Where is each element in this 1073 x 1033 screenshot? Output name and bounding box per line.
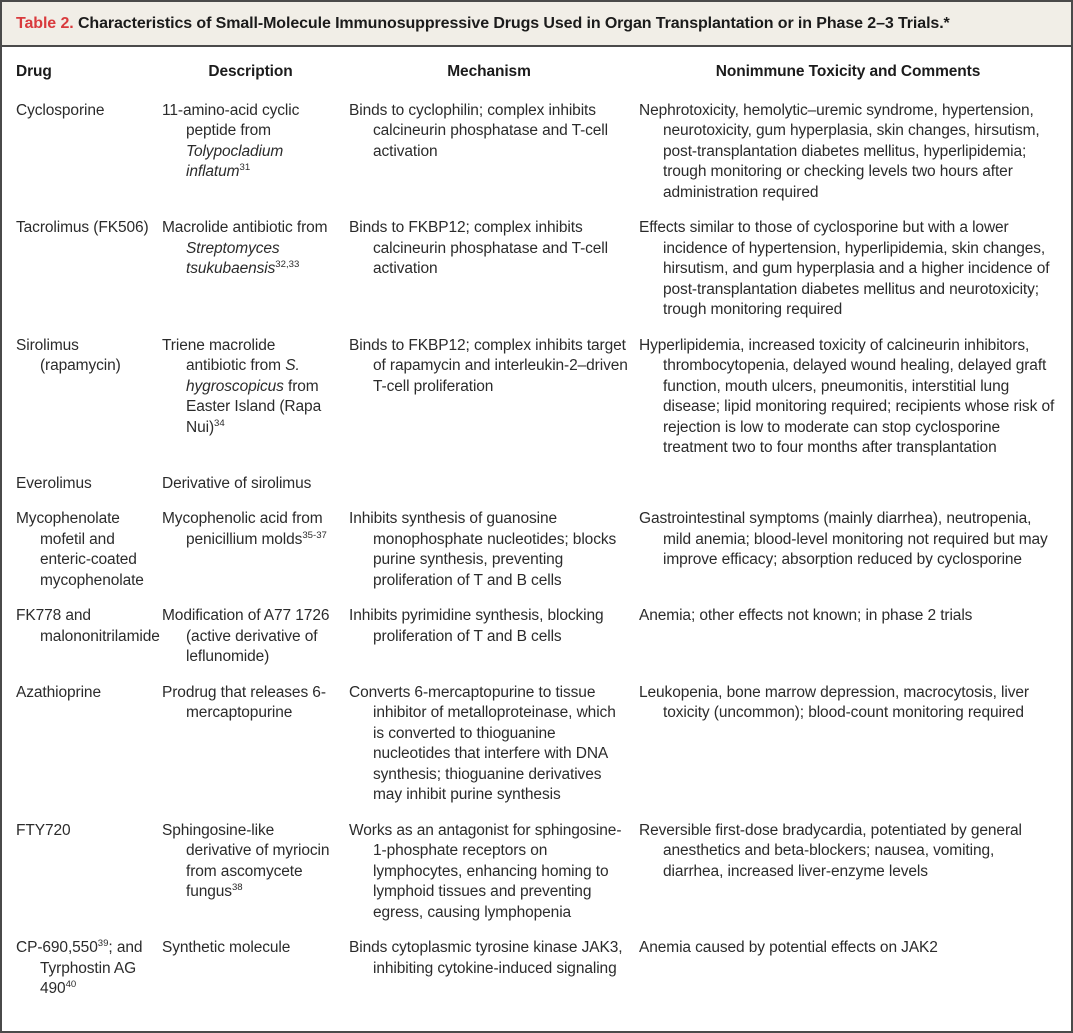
cell-mechanism-row-5: Inhibits synthesis of guanosine monophosphate nucleotides; blocks purine synthesis, preventing proliferation of T and B cells — [349, 510, 617, 589]
cell-toxicity-row-1: Nephrotoxicity, hemolytic–uremic syndrome, hypertension, neurotoxicity, gum hyperplasia, skin changes, hirsutism, post-transplantation diabetes mellitus, hyperlipidemia; trough monitoring or checking levels two hours after administration required — [639, 101, 1040, 201]
cell-mechanism-row-7: Converts 6-mercaptopurine to tissue inhibitor of metalloproteinase, which is converted to thioguanine nucleotides that interfere with DNA synthesis; thioguanine derivatives may inhibit purine synthesis — [349, 683, 616, 803]
cell-mechanism-row-8: Works as an antagonist for sphingosine-1-phosphate receptors on lymphocytes, enhancing homing to lymphoid tissues and preventing egress, causing lymphopenia — [349, 821, 622, 921]
cell-mechanism-row-9: Binds cytoplasmic tyrosine kinase JAK3, inhibiting cytokine-induced signaling — [349, 939, 623, 977]
cell-toxicity-row-4 — [639, 459, 1057, 495]
column-header-toxicity: Nonimmune Toxicity and Comments — [715, 63, 981, 80]
cell-toxicity-row-3: Hyperlipidemia, increased toxicity of calcineurin inhibitors, thrombocytopenia, delayed wound healing, delayed graft function, mouth ulcers, pneumonitis, interstitial lung disease; lipid monitoring required; recipients whose risk of rejection is low to moderate can stop cyclosporine treatment two to four months after transplantation — [639, 336, 1055, 456]
cell-toxicity-row-6: Anemia; other effects not known; in phase 2 trials — [639, 607, 973, 624]
cell-description-row-9: Synthetic molecule — [162, 939, 291, 956]
cell-drug-row-3: Sirolimus (rapamycin) — [16, 336, 121, 374]
cell-drug-row-7: Azathioprine — [16, 683, 101, 701]
table-grid — [2, 47, 1071, 1000]
cell-toxicity-row-9: Anemia caused by potential effects on JAK2 — [639, 939, 938, 956]
cell-description-row-5: Mycophenolic acid from penicillium molds$^{35-37}$ — [162, 510, 327, 548]
cell-drug-row-6: FK778 and malononitrilamide — [16, 607, 160, 645]
table-title — [2, 2, 1071, 47]
cell-mechanism-row-3: Binds to FKBP12; complex inhibits target of rapamycin and interleukin-2–driven T-cell proliferation — [349, 336, 628, 395]
cell-description-row-2: Macrolide antibiotic from Streptomyces tsukubaensis$^{32,33}$ — [162, 219, 328, 277]
cell-drug-row-4: Everolimus — [16, 474, 92, 492]
column-header-drug: Drug — [16, 63, 52, 80]
cell-mechanism-row-2: Binds to FKBP12; complex inhibits calcineurin phosphatase and T-cell activation — [349, 219, 608, 277]
cell-mechanism-row-4 — [349, 459, 629, 495]
cell-description-row-7: Prodrug that releases 6-mercaptopurine — [162, 683, 326, 721]
cell-drug-row-1: Cyclosporine — [16, 101, 105, 119]
cell-description-row-3: Triene macrolide antibiotic from S. hygroscopicus from Easter Island (Rapa Nui)$^{34}$ — [162, 336, 322, 436]
cell-description-row-6: Modification of A77 1726 (active derivative of leflunomide) — [162, 607, 330, 665]
cell-drug-row-8: FTY720 — [16, 821, 71, 839]
cell-drug-row-5: Mycophenolate mofetil and enteric-coated mycophenolate — [16, 510, 144, 589]
cell-toxicity-row-5: Gastrointestinal symptoms (mainly diarrhea), neutropenia, mild anemia; blood-level monitoring not required but may improve efficacy; absorption reduced by cyclosporine — [639, 510, 1048, 568]
cell-description-row-1: 11-amino-acid cyclic peptide from Tolypocladium inflatum$^{31}$ — [162, 101, 300, 180]
cell-mechanism-row-6: Inhibits pyrimidine synthesis, blocking proliferation of T and B cells — [349, 607, 604, 645]
column-header-mechanism: Mechanism — [447, 63, 531, 80]
table-number-label: Table 2. — [16, 15, 74, 32]
table-title-text: Characteristics of Small-Molecule Immunosuppressive Drugs Used in Organ Transplantation or in Phase 2–3 Trials.* — [77, 15, 950, 32]
cell-drug-row-2: Tacrolimus (FK506) — [16, 219, 149, 236]
cell-drug-row-9: CP-690,550$^{39}$; and Tyrphostin AG $490^{40}$ — [16, 937, 143, 997]
cell-description-row-8: Sphingosine-like derivative of myriocin from ascomycete fungus$^{38}$ — [162, 821, 330, 900]
cell-description-row-4: Derivative of sirolimus — [162, 474, 312, 492]
cell-toxicity-row-7: Leukopenia, bone marrow depression, macrocytosis, liver toxicity (uncommon); blood-count monitoring required — [639, 683, 1029, 721]
cell-toxicity-row-2: Effects similar to those of cyclosporine but with a lower incidence of hypertension, hyperlipidemia, skin changes, hirsutism, and gum hyperplasia and a higher incidence of post-transplantation diabetes mellitus and neurotoxicity; trough monitoring required — [639, 219, 1050, 318]
cell-mechanism-row-1: Binds to cyclophilin; complex inhibits calcineurin phosphatase and T-cell activation — [349, 101, 608, 160]
cell-toxicity-row-8: Reversible first-dose bradycardia, potentiated by general anesthetics and beta-blockers; nausea, vomiting, diarrhea, increased liver-enzyme levels — [639, 821, 1022, 880]
column-header-description: Description — [208, 63, 293, 80]
